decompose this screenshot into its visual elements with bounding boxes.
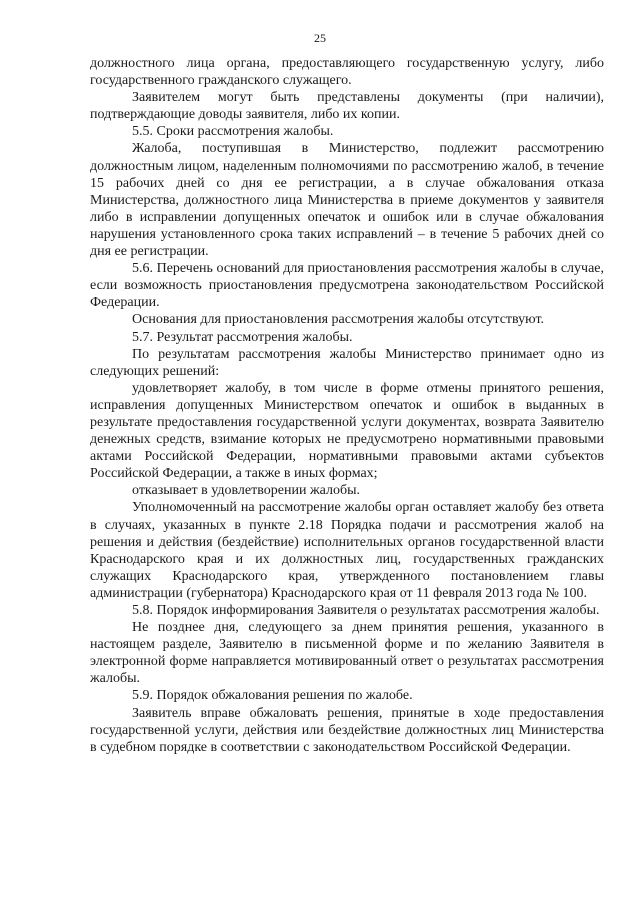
paragraph-no-answer: Уполномоченный на рассмотрение жалобы орган оставляет жалобу без ответа в случаях, указанных в пункте 2.18 Порядка подачи и рассмотрения жалоб на решения и действия (бездействие) исполнительных органов государственной власти Краснодарского края и их должностных лиц, государственных гражданских служащих Краснодарского края, утвержденного постановлением главы администрации (губернатора) Краснодарского края от 11 февраля 2013 года № 100. [90, 500, 604, 601]
section-heading-5-8: 5.8. Порядок информирования Заявителя о результатах рассмотрения жалобы. [132, 603, 600, 618]
section-heading-5-7: 5.7. Результат рассмотрения жалобы. [132, 329, 353, 345]
paragraph-appeal: Заявитель вправе обжаловать решения, принятые в ходе предоставления государственной услуги, действия или бездействие должностных лиц Министерства в судебном порядке в соответствии с законодательством Российской Федерации. [90, 705, 604, 755]
paragraph-continuation: должностного лица органа, предоставляющего государственную услугу, либо государственного гражданского служащего. [90, 56, 604, 89]
section-heading-5-9: 5.9. Порядок обжалования решения по жалобе. [132, 688, 413, 704]
paragraph-terms: Жалоба, поступившая в Министерство, подлежит рассмотрению должностным лицом, наделенным полномочиями по рассмотрению жалоб, в течение 15 рабочих дней со дня ее регистрации, а в случае обжалования отказа Министерства, должностного лица Министерства в приеме документов у заявителя либо в исправлении допущенных опечаток и ошибок или в случае обжалования нарушения установленного срока таких исправлений – в течение 5 рабочих дней со дня ее регистрации. [90, 141, 604, 260]
paragraph-decision-satisfy: удовлетворяет жалобу, в том числе в форме отмены принятого решения, исправления допущенных Министерством опечаток и ошибок в выданных в результате предоставления государственной услуги документах, возврата Заявителю денежных средств, взимание которых не предусмотрено нормативными правовыми актами Российской Федерации, нормативными правовыми актами субъектов Российской Федерации, а также в иных формах; [90, 380, 604, 482]
paragraph-decisions-intro: По результатам рассмотрения жалобы Министерство принимает одно из следующих решений: [90, 346, 604, 379]
page-number: 25 [314, 31, 326, 45]
paragraph-decision-refuse: отказывает в удовлетворении жалобы. [132, 483, 360, 499]
document-body [90, 55, 604, 756]
paragraph-grounds: Основания для приостановления рассмотрения жалобы отсутствуют. [132, 312, 545, 328]
section-heading-5-6: 5.6. Перечень оснований для приостановления рассмотрения жалобы в случае, если возможность приостановления предусмотрена законодательством Российской Федерации. [90, 261, 604, 311]
paragraph-informing: Не позднее дня, следующего за днем принятия решения, указанного в настоящем разделе, Заявителю в письменной форме и по желанию Заявителя в электронной форме направляется мотивированный ответ о результатах рассмотрения жалобы. [90, 620, 604, 687]
paragraph-documents: Заявителем могут быть представлены документы (при наличии), подтверждающие доводы заявителя, либо их копии. [90, 90, 604, 123]
section-heading-5-5: 5.5. Сроки рассмотрения жалобы. [132, 124, 334, 140]
